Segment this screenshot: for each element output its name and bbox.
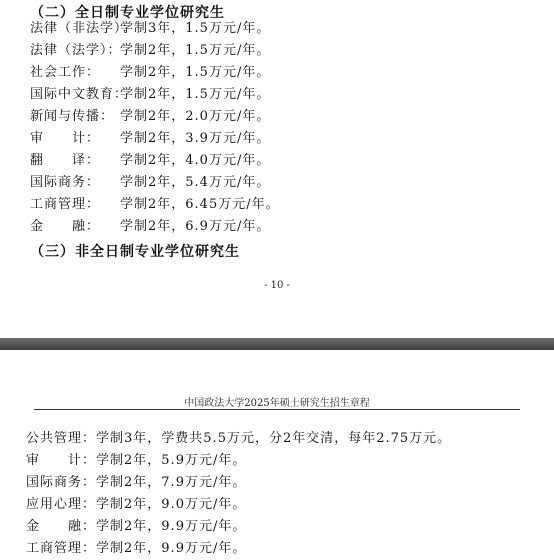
fee-row — [30, 42, 270, 60]
fee-value: 学制2年，4.0万元/年。 — [120, 153, 271, 168]
fee-value: 学制2年，7.9万元/年。 — [96, 475, 247, 490]
fee-row — [26, 430, 451, 448]
program-label: 新闻与传播： — [30, 109, 115, 124]
section-heading-full-time: （二）全日制专业学位研究生 — [30, 5, 225, 21]
fee-row — [30, 130, 270, 148]
fee-row — [26, 452, 246, 470]
program-label: 国际中文教育： — [30, 87, 129, 102]
fee-row — [30, 108, 270, 126]
header-rule — [34, 409, 520, 410]
fee-value: 学制2年，2.0万元/年。 — [120, 109, 271, 124]
fee-value: 学制2年，6.9万元/年。 — [120, 219, 271, 234]
fee-row — [26, 474, 246, 492]
program-label: 翻 译： — [30, 153, 101, 168]
fee-row — [30, 174, 270, 192]
program-label: 法律（非法学）： — [30, 21, 136, 36]
program-label: 社会工作： — [30, 65, 101, 80]
program-label: 法律（法学）： — [30, 43, 122, 58]
fee-row — [30, 218, 270, 236]
fee-value: 学制2年，9.0万元/年。 — [96, 497, 247, 512]
fee-value: 学制3年，1.5万元/年。 — [120, 21, 271, 36]
fee-row — [30, 64, 270, 82]
page-number: - 10 - — [264, 280, 290, 291]
program-label: 公共管理： — [26, 431, 97, 446]
fee-value: 学制2年，9.9万元/年。 — [96, 541, 247, 556]
fee-row — [30, 196, 280, 214]
fee-row — [26, 518, 246, 536]
program-label: 工商管理： — [26, 541, 97, 556]
fee-value: 学制2年，1.5万元/年。 — [120, 87, 271, 102]
fee-value: 学制3年，学费共5.5万元，分2年交清，每年2.75万元。 — [96, 431, 452, 446]
program-label: 国际商务： — [30, 175, 101, 190]
program-label: 金 融： — [26, 519, 97, 534]
program-label: 审 计： — [26, 453, 97, 468]
program-label: 工商管理： — [30, 197, 101, 212]
fee-row — [26, 540, 246, 558]
fee-row — [30, 20, 270, 38]
program-label: 国际商务： — [26, 475, 97, 490]
fee-value: 学制2年，6.45万元/年。 — [120, 197, 280, 212]
program-label: 审 计： — [30, 131, 101, 146]
program-label: 应用心理： — [26, 497, 97, 512]
fee-value: 学制2年，9.9万元/年。 — [96, 519, 247, 534]
fee-row — [30, 152, 270, 170]
fee-value: 学制2年，1.5万元/年。 — [120, 65, 271, 80]
fee-row — [30, 86, 270, 104]
fee-value: 学制2年，1.5万元/年。 — [120, 43, 271, 58]
section-heading-part-time: （三）非全日制专业学位研究生 — [30, 244, 240, 260]
program-label: 金 融： — [30, 219, 101, 234]
page-separator — [0, 338, 554, 350]
fee-row — [26, 496, 246, 514]
fee-value: 学制2年，5.9万元/年。 — [96, 453, 247, 468]
fee-value: 学制2年，5.4万元/年。 — [120, 175, 271, 190]
running-header: 中国政法大学2025年硕士研究生招生章程 — [184, 398, 370, 409]
fee-value: 学制2年，3.9万元/年。 — [120, 131, 271, 146]
